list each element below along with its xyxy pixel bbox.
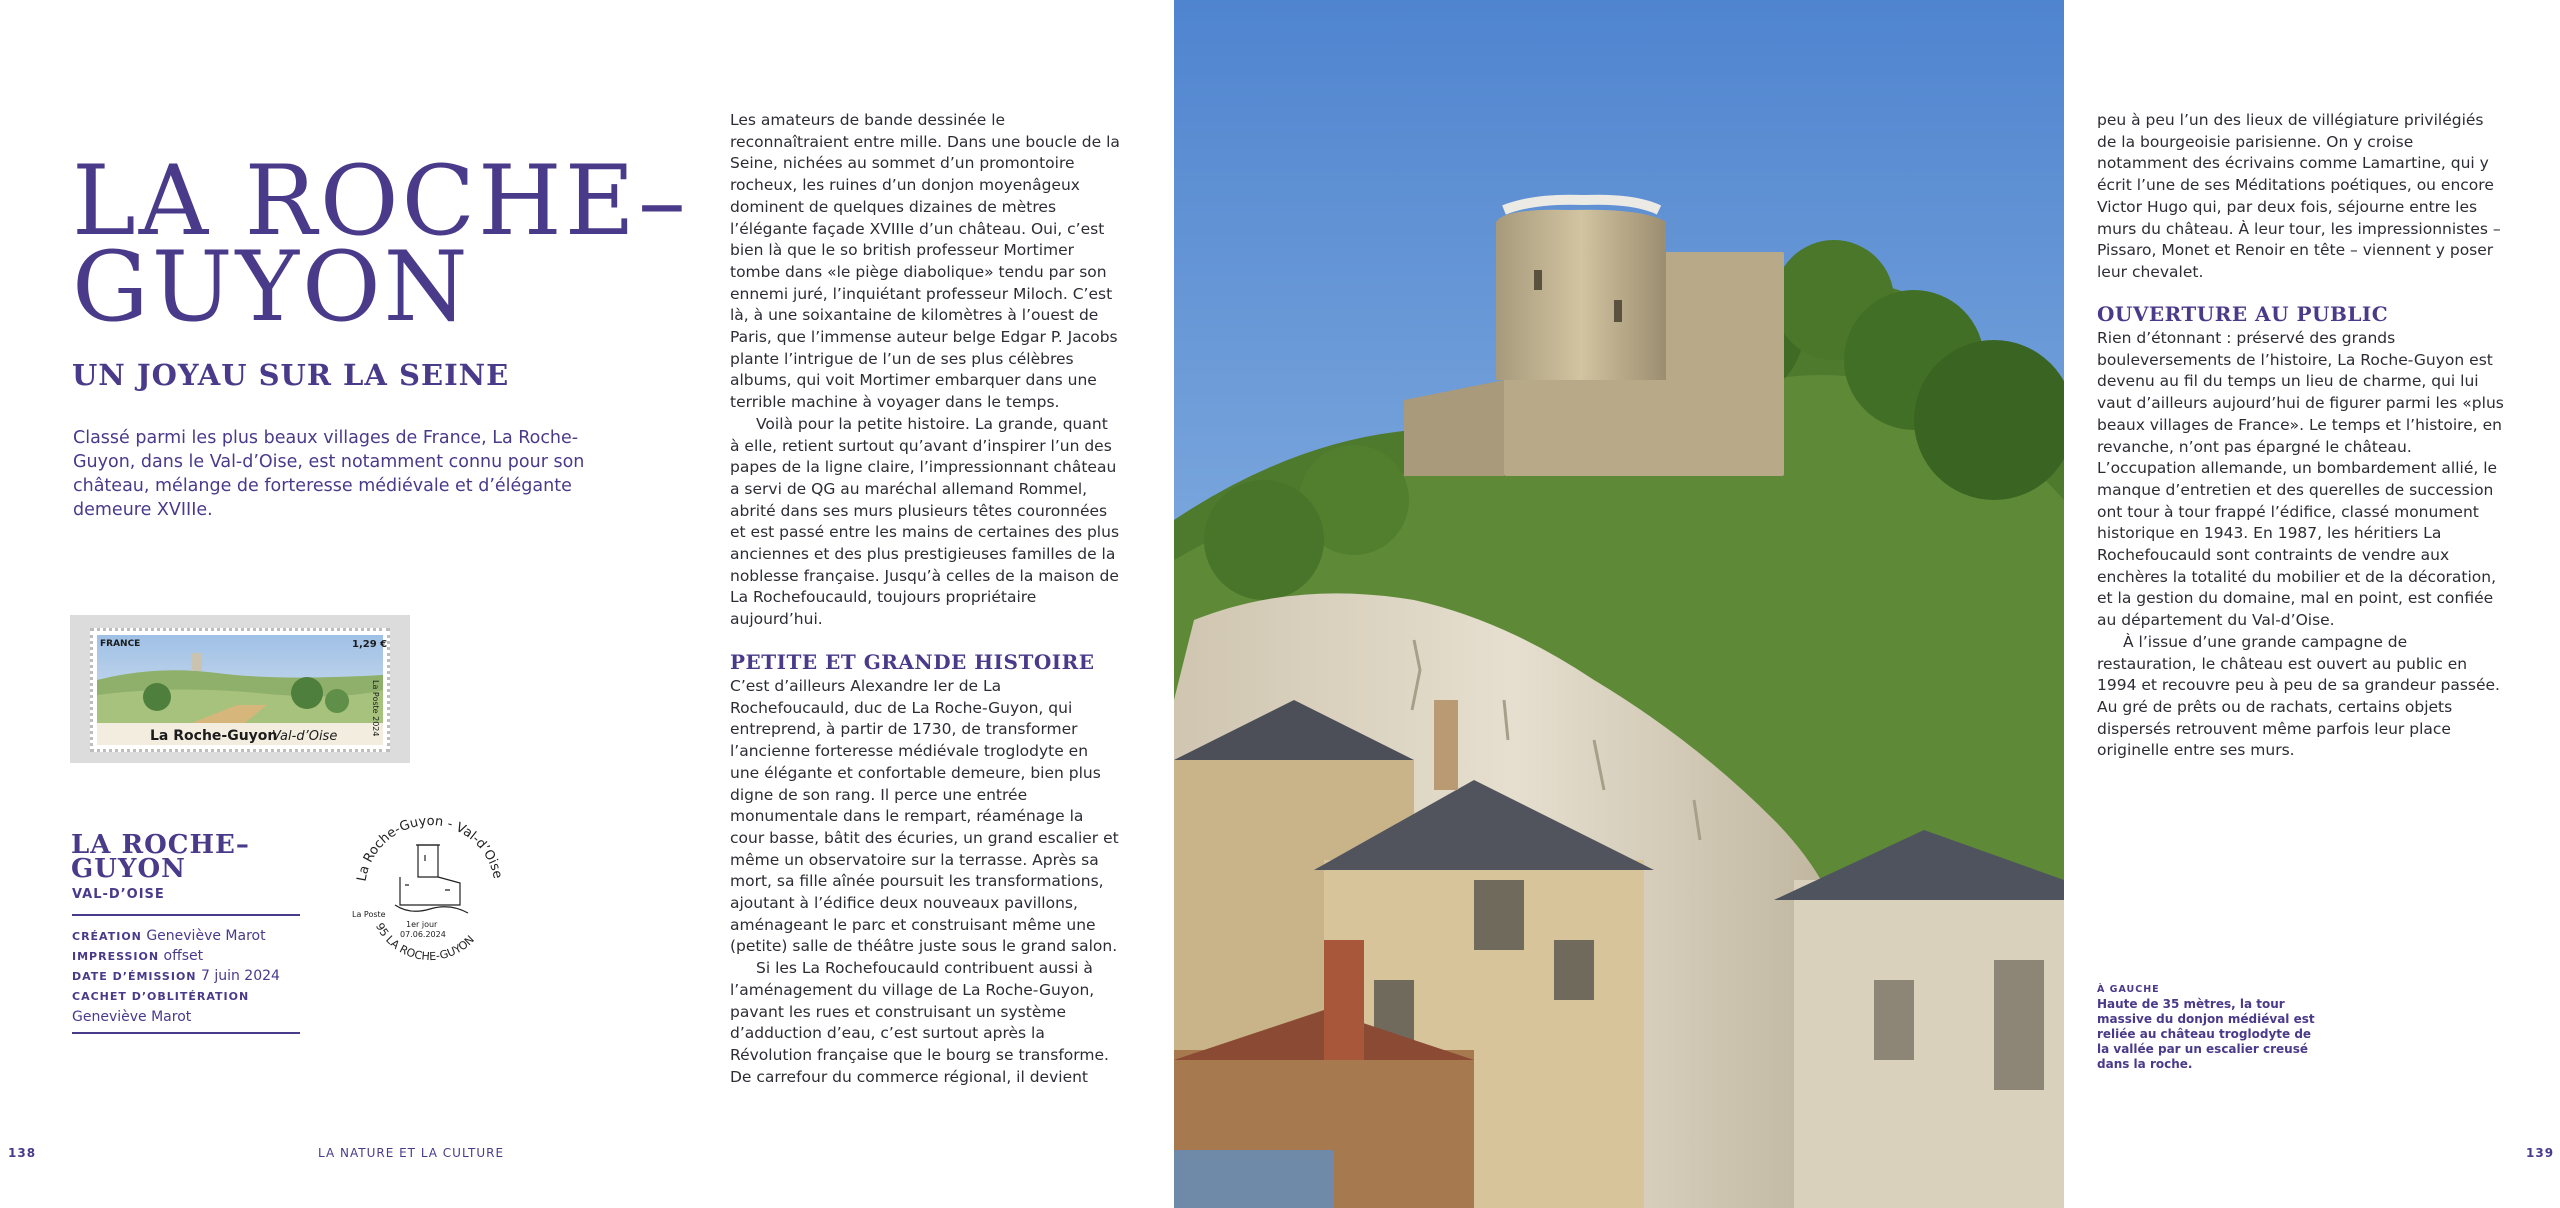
page-number-left: 138 (8, 1146, 37, 1160)
running-head: LA NATURE ET LA CULTURE (318, 1146, 505, 1160)
paragraph: C’est d’ailleurs Alexandre Ier de La Rochefoucauld, duc de La Roche-Guyon, qui entreprend, à partir de 1730, de transformer l’ancienne forteresse médiévale troglodyte en une élégante et confortable demeure, bien plus digne de son rang. Il perce une entrée monumentale dans le rempart, réaménage la cour basse, bâtit des écuries, un grand escalier et même un observatoire sur la terrasse. Après sa mort, sa fille aînée poursuit les transformations, ajoutant à l’édifice deux nouveaux pavillons, aménageant le parc et construisant même une (petite) salle de théâtre juste sous le grand salon. (730, 677, 1119, 956)
page-number-right: 139 (2526, 1146, 2555, 1160)
article-column-1 (730, 110, 1120, 631)
section-heading-public: OUVERTURE AU PUBLIC (2097, 302, 2389, 326)
stamp-region: Val-d’Oise (272, 729, 338, 744)
article-column-2b (2097, 328, 2507, 762)
article-column-1b (730, 676, 1120, 1088)
info-region: VAL-D’OISE (72, 887, 165, 902)
postmark-arc-text: La Roche-Guyon - Val-d’Oise (354, 813, 505, 883)
postmark-bottom-text: 95 LA ROCHE-GUYON (372, 920, 477, 964)
photo-la-roche-guyon (1174, 0, 2064, 1208)
paragraph: peu à peu l’un des lieux de villégiature privilégiés de la bourgeoisie parisienne. On y croise notamment des écrivains comme Lamartine, qui y écrit l’une de ses Méditations poétiques, ou encore Victor Hugo qui, par deux fois, séjourne entre les murs du château. À leur tour, les impressionnistes – Pissaro, Monet et Renoir en tête – viennent y poser leur chevalet. (2097, 111, 2501, 281)
divider-bottom (72, 1032, 300, 1034)
section-heading-history: PETITE ET GRANDE HISTOIRE (730, 650, 1095, 674)
credit-impression: IMPRESSION offset (72, 948, 204, 964)
caption-text: Haute de 35 mètres, la tour massive du donjon médiéval est reliée au château troglodyte de la vallée par un escalier creusé dans la roche. (2097, 997, 2315, 1071)
postmark-la-poste: La Poste (352, 910, 386, 919)
paragraph: Les amateurs de bande dessinée le reconnaîtraient entre mille. Dans une boucle de la Seine, nichées au sommet d’un promontoire rocheux, les ruines d’un donjon moyenâgeux dominent de quelques dizaines de mètres l’élégante façade XVIIIe d’un château. Oui, c’est bien là que le so british professeur Mortimer tombe dans «le piège diabolique» tendu par son ennemi juré, l’inquiétant professeur Miloch. C’est là, à une soixantaine de kilomètres à l’ouest de Paris, que l’immense auteur belge Edgar P. Jacobs plante l’intrigue de l’un de ses plus célèbres albums, qui voit Mortimer embarquer dans une terrible machine à voyager dans le temps. (730, 111, 1120, 412)
stamp-country: FRANCE (100, 639, 141, 649)
credit-date: DATE D’ÉMISSION 7 juin 2024 (72, 968, 280, 984)
postmark-day: 1er jour (406, 920, 438, 929)
stamp-price: 1,29 € (352, 639, 388, 650)
credit-cachet: CACHET D’OBLITÉRATION Geneviève Marot (72, 990, 250, 1025)
postmark (340, 805, 520, 975)
page-subtitle: UN JOYAU SUR LA SEINE (72, 358, 510, 392)
paragraph: À l’issue d’une grande campagne de restauration, le château est ouvert au public en 1994 et recouvre peu à peu de sa grandeur passée. Au gré de prêts ou de rachats, certains objets dispersés retrouvent même parfois leur place originelle entre ses murs. (2097, 632, 2500, 760)
caption-label: À GAUCHE (2097, 984, 2160, 995)
paragraph: Rien d’étonnant : préservé des grands bouleversements de l’histoire, La Roche-Guyon est devenu au fil du temps un lieu de charme, qui lui vaut d’ailleurs aujourd’hui de figurer parmi les «plus beaux villages de France». Le temps et l’histoire, en revanche, n’ont pas épargné le château. L’occupation allemande, un bombardement allié, le manque d’entretien et des querelles de succession ont tour à tour frappé l’édifice, classé monument historique en 1943. En 1987, les héritiers La Rochefoucauld sont contraints de vendre aux enchères la totalité du mobilier et de la décoration, et la gestion du domaine, mal en point, est confiée au département du Val-d’Oise. (2097, 329, 2504, 630)
info-title: LA ROCHE– GUYON (71, 830, 250, 884)
postmark-date: 07.06.2024 (400, 930, 446, 939)
stamp-side-text: La Poste 2024 (371, 680, 380, 737)
paragraph: Voilà pour la petite histoire. La grande, quant à elle, retient surtout qu’avant d’inspirer l’un des papes de la ligne claire, l’impressionnant château a servi de QG au maréchal allemand Rommel, abrité dans ses murs plusieurs têtes couronnées et est passé entre les mains de certaines des plus anciennes et des plus prestigieuses familles de la noblesse française. Jusqu’à celles de la maison de La Rochefoucauld, toujours propriétaire aujourd’hui. (730, 414, 1120, 629)
intro-text: Classé parmi les plus beaux villages de France, La Roche-Guyon, dans le Val-d’Oise, est notamment connu pour son château, mélange de forteresse médiévale et d’élégante demeure XVIIIe. (73, 428, 585, 520)
stamp-name: La Roche-Guyon (150, 728, 278, 744)
svg-text:La Roche-Guyon - Val-d’Oise (355, 814, 505, 883)
paragraph: Si les La Rochefoucauld contribuent aussi à l’aménagement du village de La Roche-Guyon, pavant les rues et construisant un système d’adduction d’eau, c’est surtout après la Révolution française que le bourg se transforme. De carrefour du commerce régional, il devient (730, 959, 1109, 1086)
divider-top (72, 914, 300, 916)
photo-caption (2097, 982, 2327, 1072)
article-column-2 (2097, 110, 2507, 284)
page-title: LA ROCHE– GUYON (72, 145, 689, 343)
credit-creation: CRÉATION Geneviève Marot (72, 928, 266, 944)
